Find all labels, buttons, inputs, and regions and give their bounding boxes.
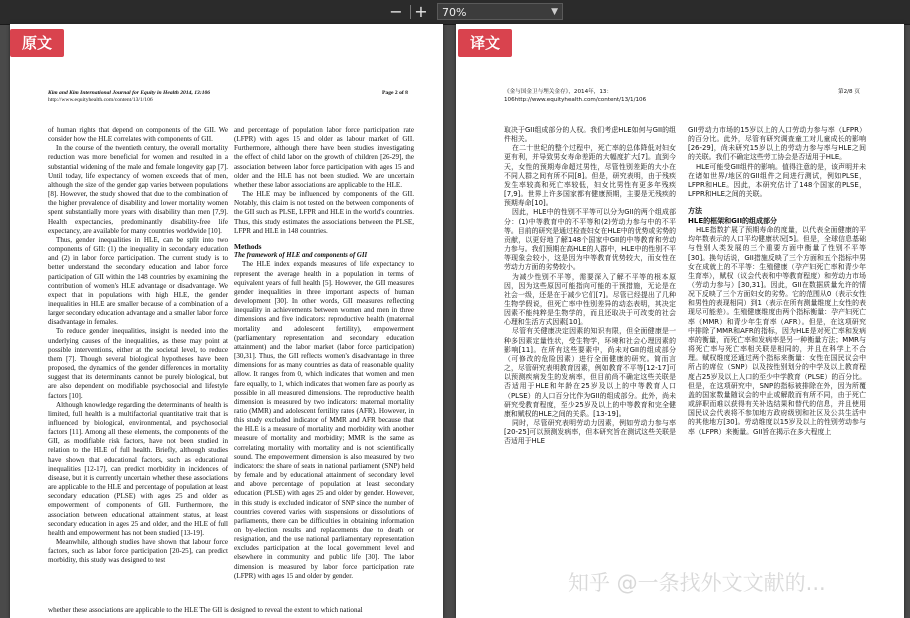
paragraph: The HLE index expands measures of life expectancy to represent the average health in a population in terms of equivalent years of full health [5]. However, the GII measures gender inequalities in three important aspects of human development [30]. In other words, GII measures reflecting inequality in achievements between women and men in three dimensions and five indicators: reproductive health (maternal mortality and adolescent fertility), empowerment (parliamentary representation and secondary education attainment) and the labor market (labor force participation) [30,31]. Thus, the GII reflects women's disadvantage in three dimensions for as many countries as data of reasonable quality allow. It ranges from 0, which indicates that women and men fare equally, to 1, which indicates that women fare as poorly as possible in all measured dimensions. The reproductive health dimension is measured by two indicators: maternal mortality ratio (MMR) and adolescent fertility rates (AFR). However, in this study excluded indicator of MMR and AFR because that the HLE is a measure of mortality and morbidity with another measure of mortality and morbidity; MMR is the same as correlating mortality with mortality and is not scientifically sound. The empowerment dimension is also measured by two indicators: the share of seats in national parliament (SNP) held by female and by educational attainment of secondary level and above percentage of population at least secondary education (PLSE) with ages 25 and older by gender. However, in this study is excluded indicator of SNP since the number of countries covered varies with suspensions or dissolutions of parliaments, there can be difficulties in obtaining information on by-election results and replacements due to death or resignation, and the use national parliamentary representation excludes participation at the local government level and elsewhere in community and public life [30]. The labor dimension is measured by labor force participation rate (LFPR) with ages 15 and older by gender.: [234, 260, 414, 580]
paragraph: HLE指数扩展了预期寿命的度量，以代表全面健康的平均年数表示的人口平均健康状况[5]。但是，全球信息基础与性别人类发展的三个重要方面中衡量了性别不平等[30]。换句话说，GII措施反映了三个方面和五个指标中男女在成就上的不平等：生殖健康（孕产妇死亡率和青少年生育率），赋权（议会代表和中等教育程度）和劳动力市场（劳动力参与）[30,31]。因此，GII在数据质量允许的情况下反映了三个方面妇女的劣势。它的范围从0（表示女性和男性的表现相同）到1（表示在所有测量维度上女性的表现尽可能差）。生殖健康维度由两个指标衡量：孕产妇死亡率（MMR）和青少年生育率（AFR）。但是，在这项研究中排除了MMR和AFR的指标，因为HLE是对死亡率和发病率的衡量，而死亡率和发病率是另一种衡量方法；MMR与将死亡率与死亡率相关联是相同的，并且在科学上不合理。赋权维度还通过两个指标来衡量：女性在国民议会中所占的席位（SNP）以及按性别划分的中学及以上教育程度占25岁及以上人口的至少中学教育（PLSE）的百分比。但是，在这项研究中，SNP的指标被排除在外，因为所覆盖的国家数量随议会的中止或解散而有所不同，由于死亡或辞职而难以获得有关补选结果和替代的信息，并且使用国民议会代表将不参加地方政府级别和社区及公共生活中的其他地方[30]。劳动维度以15岁及以上的性别劳动参与率（LFPR）来衡量。GII旨在揭示在多大程度上: [688, 226, 866, 436]
paragraph: of human rights that depend on components of the GII. We consider how the HLE correlates with components of GII.: [48, 126, 228, 144]
paragraph: To reduce gender inequalities, insight is needed into the underlying causes of the inequalities, as these may point at possible interventions, either at the societal level, to reduce them [7]. Though several biological hypotheses have been proposed, the dynamics of the gender differences in mortality suggest that its determinants cannot be purely biological, but are also dependent on modifiable psychosocial and lifestyle factors [10].: [48, 327, 228, 400]
paragraph: HLE可能受GII组件的影响。值得注意的是，该声明并未在诸如世界/地区的GII组件之间进行测试，例如PLSE，LFPR和HLE。因此，本研究估计了148个国家的PLSE，LFPR和HLE之间的关联。: [688, 162, 866, 199]
paragraph: 在二十世纪的整个过程中，死亡率的总体降低对妇女更有利，并导致男女寿命差距的大幅度扩大[7]。直到今天，女性的预期寿命超过男性，尽管性别差距的大小在不同人群之间有所不同[8]。但是，研究表明，由于残疾发生率较高和死亡率较低，妇女比男性有更多年残疾[7,9]。世界上许多国家都有健康预期，主要是无残疾的预期寿命[10]。: [504, 144, 676, 208]
paragraph: In the course of the twentieth century, the overall mortality reduction was more beneficial for women and resulted in a substantial widening of the male and female longevity gap [7]. Until today, life expectancy of women exceeds that of men, although the size of the gender gap varies between populations [8]. However, the study showed that due to the combination of the higher prevalence of disability and lower mortality women spent substantially more years with disability than men [7,9]. Health expectancies, predominantly disability-free life expectancy, are available for many countries worldwide [10].: [48, 144, 228, 235]
page-header-citation: Kim and Kim International Journal for Equity in Health 2014, 13:106: [48, 90, 211, 96]
page-header-url: 106http://www.equityhealth.com/content/13/1/106: [504, 97, 647, 103]
original-column-1: [48, 126, 228, 566]
paragraph: 因此，HLE中的性别不平等可以分为GII的两个组成部分：(1)中等教育中的不平等和(2)劳动力参与中的不平等。目前的研究是通过检查妇女在HLE中的优势或劣势的贡献，以更好地了解148个国家中GII的中等教育和劳动力参与。我们预期在高HLE的人群中，HLE中的性别不平等现象会较小，这是因为中等教育优势较大，而女性在劳动力方面的劣势较小。: [504, 208, 676, 272]
subsection-heading: HLE的框架和GII的组成部分: [688, 216, 778, 225]
translation-column-1: [504, 126, 676, 446]
page-number: Page 2 of 8: [382, 90, 408, 96]
page-bottom-line: whether these associations are applicable to the HLE The GII is designed to reveal the extent to which national: [48, 606, 363, 614]
viewer-toolbar: [0, 0, 910, 25]
section-heading: Methods: [234, 241, 262, 251]
paragraph: and percentage of population labor force participation rate (LFPR) with ages 15 and older as labour market of GII. Furthermore, although there have been studies investigating the effect of child labor on the growth of children [26-29], the association between labor force participation with ages 15 and older and the HLE has not been studied. We are uncertain whether these labor associations are applicable to the HLE.: [234, 126, 414, 189]
watermark: 知乎 @一条找外文文献的...: [568, 571, 826, 595]
paragraph: 尽管有关健康决定因素的知识有限，但全面健康是一种多因素定量性状，受生物学，环境和社会心理因素的影响[11]。在所有这些要素中，尚未对GII的组成部分（可修改的危险因素）进行全面健康的研究。简而言之，尽管研究表明教育因素，例如教育不平等[12-17]可以预测疾病发生的发病率，但目前尚不确定这些关联是否适用于HLE和年龄在25岁及以上的中等教育人口（PLSE）的人口百分比作为GII的组成部分。此外，尚未研究受教育程度，至少25岁及以上的中等教育和完全健康和赋权的HLE之间的关系。[13-19]。: [504, 327, 676, 418]
zoom-out-button[interactable]: −: [389, 2, 403, 21]
paragraph: Meanwhile, although studies have shown that labour force factors, such as labor force participation [20-25], can predict morbidity, this study was designed to test: [48, 538, 228, 565]
zoom-select[interactable]: [437, 3, 563, 20]
zoom-in-button[interactable]: +: [414, 2, 428, 21]
original-column-2: [234, 126, 414, 581]
zoom-value: 70%: [442, 6, 467, 19]
paragraph: 取决于GII组成部分的人权。我们考虑HLE如何与GII的组件相关。: [504, 126, 676, 144]
subsection-heading: The framework of HLE and components of GII: [234, 252, 368, 260]
paragraph: 为减少性别不平等，需要深入了解不平等的根本原因，因为这些原因可能指向可能的干预措施，无论是在社会一级，还是在于减少它们[7]。尽管已经提出了几种生物学假说，但死亡率中性别差异的动态表明，其决定因素不能纯粹是生物学的，而且还取决于可改变的社会心理和生活方式因素[10]。: [504, 272, 676, 327]
original-page: [10, 24, 443, 618]
toolbar-divider: [410, 5, 411, 19]
translation-badge: 译文: [458, 29, 512, 57]
chevron-down-icon: ▼: [551, 7, 558, 17]
translation-column-2: [688, 126, 866, 437]
paragraph: The HLE may be influenced by components of the GII. Notably, this claim is not tested on the between components of the GII such as PLSE, LFPR and HLE in the world's countries. Thus, this study estimates the associations between the PLSE, LFPR and HLE in 148 countries.: [234, 190, 414, 235]
paragraph: Thus, gender inequalities in HLE, can be split into two components of GII: (1) the inequality in secondary education and (2) in labor force participation. The current study is to better understand the secondary education and labor force participation of GII within the 148 countries by examining the contribution of women's HLE advantage or disadvantage. We expect that in populations with high HLE, the gender inequalities in HLE are smaller because of a combination of a larger secondary education advantage and a smaller labor force disadvantage in females.: [48, 235, 228, 327]
paragraph: GII劳动力市场的15岁以上的人口劳动力参与率（LFPR）的百分比。此外，尽管有研究调查童工对儿童成长的影响[26-29]，尚未研究15岁以上的劳动力参与率与HLE之间的关联。我们不确定这些劳工协会是否适用于HLE。: [688, 126, 866, 162]
page-header-url: http://www.equityhealth.com/content/13/1/106: [48, 97, 153, 103]
page-number: 第2/8 页: [838, 89, 860, 95]
translation-page: [456, 24, 904, 618]
paragraph: Although knowledge regarding the determinants of health is limited, full health is a multifactorial quantitative trait that is influenced by biological, environmental, and psychosocial factors [11]. Among all these elements, the components of the GII, as modifiable risk factors, have not been studied in relation to the HLE of full health. Briefly, although studies have shown that educational factors, such as educational inequalities [12-17], can predict morbidity in incidences of disease, but it is currently uncertain whether these associations are applicable to the HLE and percentage of population at least secondary education (PLSE) with ages 25 and older as empowerment of components of GII. Furthermore, the association between educational attainment status, at least secondary education in ages 25 and older, and the HLE of full health and empowerment has not been studied [13-19].: [48, 400, 228, 537]
page-header-citation: 《金与国金卫与埋关金存》，2014年，13：: [504, 89, 613, 95]
section-heading: 方法: [688, 207, 702, 216]
original-badge: 原文: [10, 29, 64, 57]
paragraph: 同时，尽管研究表明劳动力因素，例如劳动力参与率[20-25]可以预测发病率，但本研究旨在测试这些关联是否适用于HLE: [504, 419, 676, 446]
